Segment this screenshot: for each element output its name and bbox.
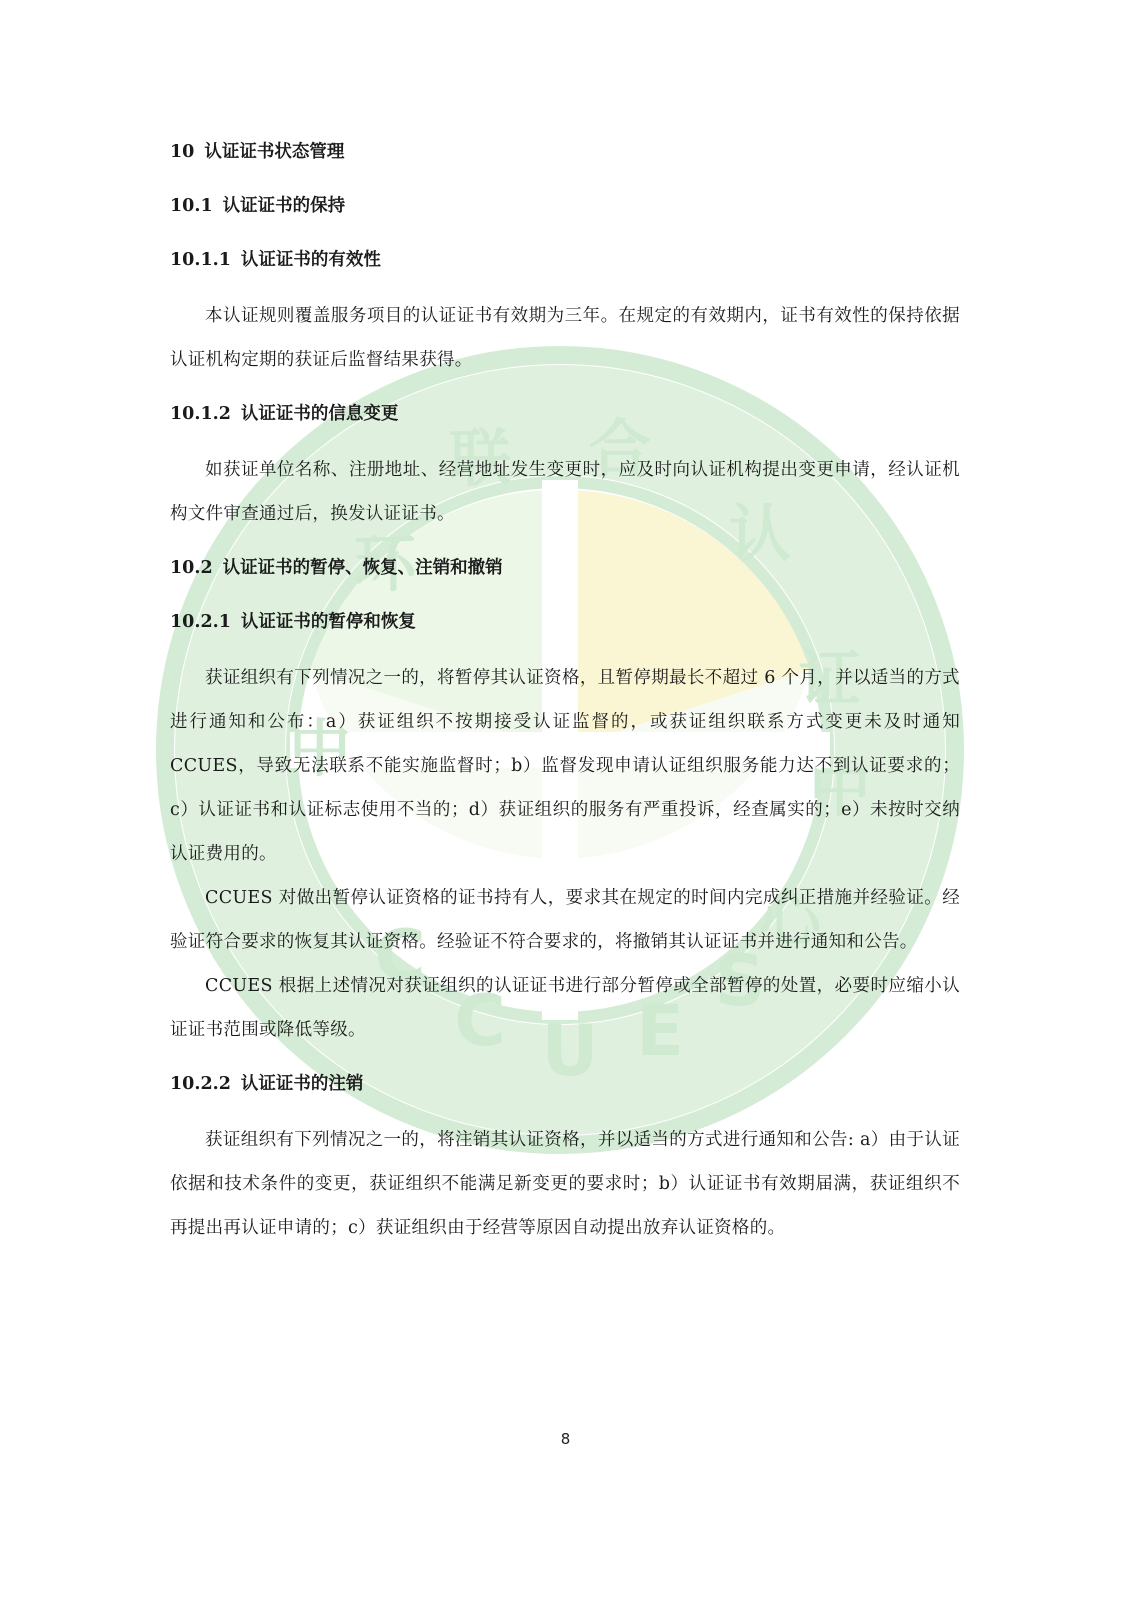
- section-title: 认证证书的注销: [240, 1074, 364, 1094]
- seal-char: 环: [353, 527, 417, 600]
- paragraph-info-change: 如获证单位名称、注册地址、经营地址发生变更时，应及时向认证机构提出变更申请，经认证机构文件审查通过后，换发认证证书。: [170, 460, 960, 524]
- section-title: 认证证书状态管理: [204, 142, 345, 162]
- section-title: 认证证书的有效性: [240, 250, 381, 270]
- seal-char: 证: [798, 642, 862, 715]
- section-heading-10-2: [170, 556, 960, 580]
- seal-char: 联: [448, 422, 512, 495]
- seal-char: 中: [288, 712, 352, 785]
- seal-char: 中: [808, 752, 872, 825]
- seal-letter: C: [374, 915, 426, 997]
- paragraph-suspension-scope: CCUES 根据上述情况对获证组织的认证证书进行部分暂停或全部暂停的处置，必要时应缩小认证证书范围或降低等级。: [170, 976, 960, 1040]
- section-number: 10.1.2: [170, 404, 231, 424]
- section-number: 10: [170, 142, 195, 162]
- seal-letter: U: [541, 1010, 599, 1092]
- section-title: 认证证书的信息变更: [240, 404, 399, 424]
- section-number: 10.1: [170, 196, 213, 216]
- section-heading-10: [170, 140, 960, 164]
- page-number: 8: [560, 1430, 571, 1448]
- section-heading-10-1-2: [170, 402, 960, 426]
- paragraph-cancellation: 获证组织有下列情况之一的，将注销其认证资格，并以适当的方式进行通知和公告: a）由于认证依据和技术条件的变更，获证组织不能满足新变更的要求时；b）认证证书有效期届满，获证组织不再提出再认证申请的；c）获证组织由于经营等原因自动提出放弃认证资格的。: [170, 1130, 960, 1238]
- seal-letter: S: [714, 940, 766, 1022]
- section-number: 10.2.1: [170, 612, 231, 632]
- section-heading-10-2-2: [170, 1072, 960, 1096]
- section-heading-10-1: [170, 194, 960, 218]
- section-title: 认证证书的暂停和恢复: [240, 612, 416, 632]
- section-number: 10.1.1: [170, 250, 231, 270]
- section-heading-10-2-1: [170, 610, 960, 634]
- paragraph-validity: 本认证规则覆盖服务项目的认证证书有效期为三年。在规定的有效期内，证书有效性的保持依据认证机构定期的获证后监督结果获得。: [170, 306, 960, 370]
- seal-char: 认: [728, 497, 792, 570]
- section-heading-10-1-1: [170, 248, 960, 272]
- section-title: 认证证书的暂停、恢复、注销和撤销: [222, 558, 503, 578]
- document-body: [170, 140, 960, 1250]
- seal-char: 合: [588, 412, 652, 485]
- section-title: 认证证书的保持: [222, 196, 346, 216]
- paragraph-suspension-recovery: CCUES 对做出暂停认证资格的证书持有人，要求其在规定的时间内完成纠正措施并经验证。经验证符合要求的恢复其认证资格。经验证不符合要求的，将撤销其认证证书并进行通知和公告。: [170, 888, 960, 952]
- seal-letter: E: [636, 990, 684, 1072]
- seal-letter: C: [454, 980, 506, 1062]
- paragraph-suspension-conditions: 获证组织有下列情况之一的，将暂停其认证资格，且暂停期最长不超过 6 个月，并以适当的方式进行通知和公布：a）获证组织不按期接受认证监督的，或获证组织联系方式变更未及时通知 CCUES，导致无法联系不能实施监督时；b）监督发现申请认证组织服务能力达不到认证要求的；c）认证证书和认证标志使用不当的；d）获证组织的服务有严重投诉，经查属实的；e）未按时交纳认证费用的。: [170, 668, 960, 864]
- section-number: 10.2: [170, 558, 213, 578]
- seal-char: 心: [758, 882, 822, 955]
- section-number: 10.2.2: [170, 1074, 231, 1094]
